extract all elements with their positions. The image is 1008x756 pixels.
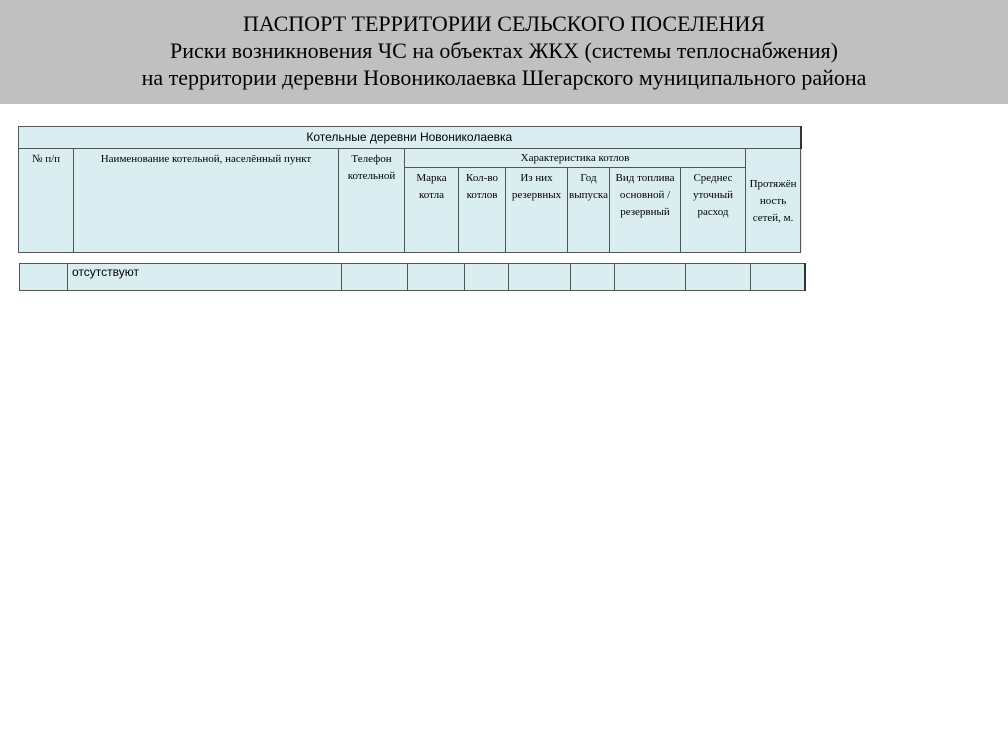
col-header-length: Протяжённость сетей, м. [746,149,801,253]
page-header [0,0,1008,104]
cell-name: отсутствуют [68,264,342,291]
cell-num [20,264,68,291]
cell-phone [342,264,408,291]
boiler-table-header [18,126,802,253]
cell-count [465,264,509,291]
cell-consumption [686,264,751,291]
col-header-fuel: Вид топлива основной /резервный [610,168,681,253]
header-subtitle: Риски возникновения ЧС на объектах ЖКХ (системы теплоснабжения) [170,38,838,63]
header-location: на территории деревни Новониколаевка Шегарского муниципального района [141,65,867,90]
header-title: ПАСПОРТ ТЕРРИТОРИИ СЕЛЬСКОГО ПОСЕЛЕНИЯ [242,11,766,36]
col-header-count: Кол-во котлов [459,168,506,253]
col-header-num: № п/п [19,149,74,253]
table-title: Котельные деревни Новониколаевка [19,127,801,149]
col-header-brand: Марка котла [405,168,459,253]
col-header-name: Наименование котельной, населённый пункт [74,149,339,253]
col-header-characteristics: Характеристика котлов [405,149,746,168]
col-header-year: Год выпуска [568,168,610,253]
cell-reserve [509,264,571,291]
col-header-reserve: Из них резервных [506,168,568,253]
cell-length [751,264,805,291]
cell-fuel [615,264,686,291]
col-header-consumption: Среднес уточный расход [681,168,746,253]
col-header-phone: Телефон котельной [339,149,405,253]
cell-brand [408,264,465,291]
cell-year [571,264,615,291]
table-row [20,264,805,291]
boiler-table-body [19,263,806,291]
